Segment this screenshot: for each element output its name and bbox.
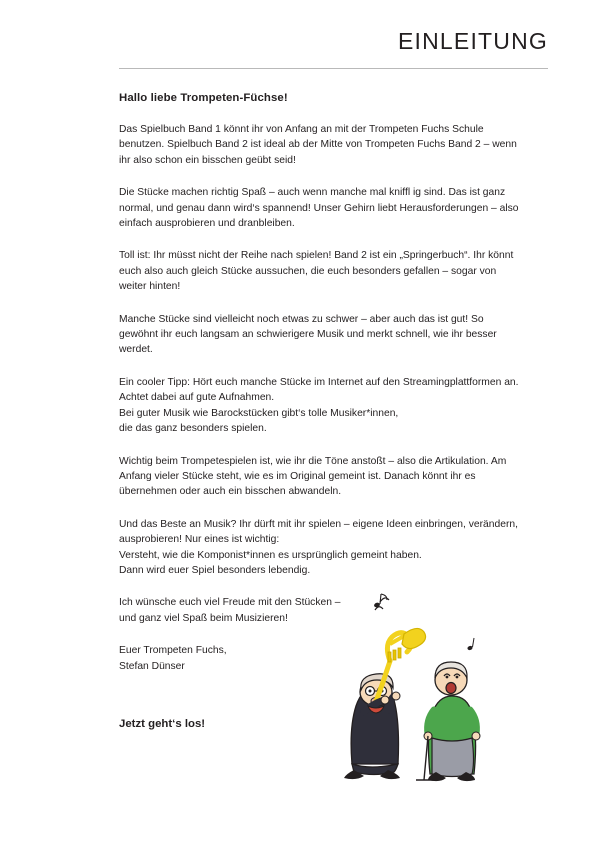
paragraph-2: Die Stücke machen richtig Spaß – auch wenn manche mal kniffl ig sind. Das ist ganz normal, und genau dann wird‘s spannend! Unser Gehirn liebt Herausforderungen – also einfach ausprobieren und dranbleiben. — [119, 187, 519, 230]
paragraph-3: Toll ist: Ihr müsst nicht der Reihe nach spielen! Band 2 ist ein „Springerbuch“. Ihr könnt euch also auch gleich Stücke aussuchen, die euch besonders gefallen – sogar von weiter hinten! — [119, 250, 514, 293]
paragraph-8: Ich wünsche euch viel Freude mit den Stücken – und ganz viel Spaß beim Musizieren! — [119, 597, 341, 624]
greeting-heading: Hallo liebe Trompeten-Füchse! — [119, 92, 288, 104]
title-divider — [119, 68, 548, 69]
page-title: EINLEITUNG — [397, 28, 548, 54]
paragraph-5: Ein cooler Tipp: Hört euch manche Stücke im Internet auf den Streamingplattformen an. Achtet dabei auf gute Aufnahmen. Bei guter Musik wie Barockstücken gibt‘s tolle Musiker*innen, die das ganz besonders spielen. — [119, 376, 519, 435]
paragraph-7: Und das Beste an Musik? Ihr dürft mit ihr spielen – eigene Ideen einbringen, verändern, ausprobieren! Nur eines ist wichtig: Versteht, wie die Komponist*innen es ursprünglich gemeint haben. Dann wird euer Spiel besonders lebendig. — [119, 518, 518, 576]
paragraph-6: Wichtig beim Trompetespielen ist, wie ihr die Töne anstoßt – also die Artikulation. Am Anfang vieler Stücke steht, wie es im Original gemeint ist. Danach könnt ihr es übernehmen oder auch ein bisschen abwandeln. — [119, 455, 507, 498]
paragraph-1: Das Spielbuch Band 1 könnt ihr von Anfang an mit der Trompeten Fuchs Schule benutzen. Spielbuch Band 2 ist ideal ab der Mitte von Trompeten Fuchs Band 2 – wenn ihr also schon ein bisschen geübt seid! — [119, 124, 517, 166]
signature: Euer Trompeten Fuchs, Stefan Dünser — [119, 645, 227, 672]
paragraph-4: Manche Stücke sind vielleicht noch etwas zu schwer – aber auch das ist gut! So gewöhnt ihr euch langsam an schwierigere Musik und merkt schnell, wie ihr besser werdet. — [119, 313, 497, 356]
closing-line: Jetzt geht‘s los! — [119, 717, 206, 730]
two-musicians-cartoon — [318, 588, 508, 788]
